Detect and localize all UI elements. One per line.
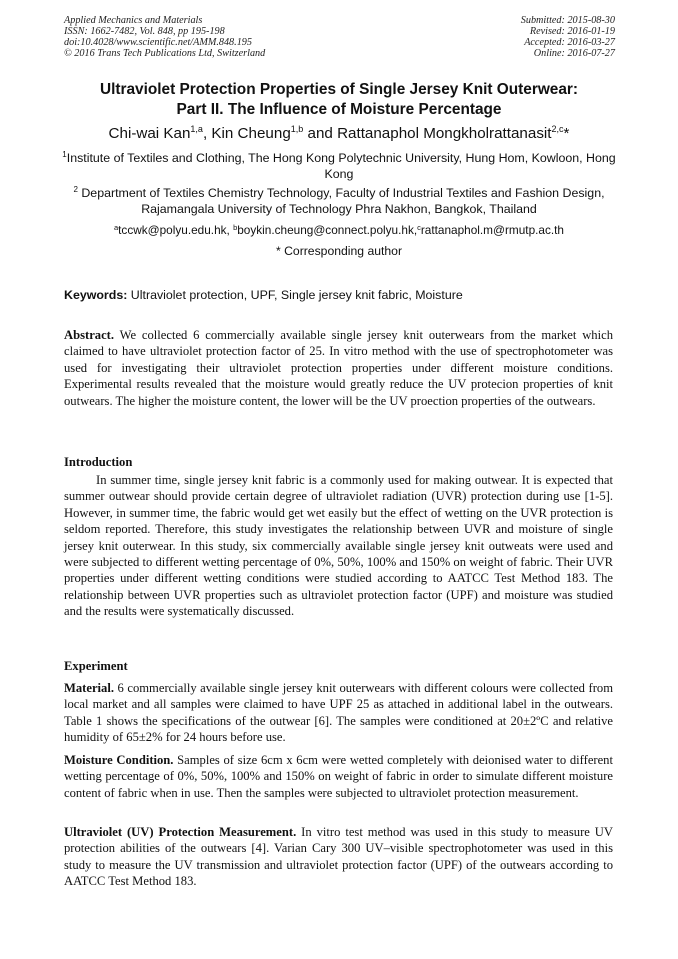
author-name: Rattanaphol Mongkholrattanasit [337, 125, 552, 142]
journal-info [64, 15, 265, 59]
affiliation-number: 1 [62, 150, 67, 159]
email-link[interactable]: tccwk@polyu.edu.hk, [118, 223, 234, 237]
email-mark: a [113, 223, 119, 232]
material-label: Material. [64, 681, 114, 695]
section-heading-experiment: Experiment [64, 659, 128, 673]
moisture-paragraph [64, 752, 613, 801]
section-heading-introduction: Introduction [64, 455, 133, 469]
uv-measurement-label: Ultraviolet (UV) Protection Measurement. [64, 825, 297, 839]
material-text: 6 commercially available single jersey knit outerwears with different colours were collected from local market and all samples were claimed to have UPF 25 as attached in additional label in the outwears. Table 1 shows the specifications of the outwear [6]. The samples were conditioned at 20±2ºC and relative humidity of 65±2% for 24 hours before use. [64, 681, 613, 745]
keywords-label: Keywords: [64, 288, 128, 302]
corresponding-author-note: * Corresponding author [275, 244, 403, 258]
keywords [64, 287, 463, 303]
affiliation-text: Institute of Textiles and Clothing, The Hong Kong Polytechnic University, Hung Hom, Kowloon, Hong Kong [66, 151, 616, 181]
accepted-date: Accepted: 2016-03-27 [524, 37, 615, 48]
author-affiliation-mark: 2,c [551, 124, 564, 134]
author-name: Chi-wai Kan [108, 125, 191, 142]
corresponding-mark: * [563, 125, 570, 142]
abstract-label: Abstract. [64, 328, 115, 342]
submitted-date: Submitted: 2015-08-30 [520, 15, 615, 26]
online-date: Online: 2016-07-27 [533, 48, 615, 59]
revised-date: Revised: 2016-01-19 [529, 26, 615, 37]
paper-title [40, 80, 638, 120]
email-mark: c [417, 223, 421, 232]
introduction-paragraph: In summer time, single jersey knit fabric is a commonly used for making outwear. It is expected that summer outwear should provide certain degree of ultraviolet radiation (UVR) protection during use [1-5]. However, in summer time, the fabric would get wet easily but the effect of wetting on the UVR protection is seldom reported. Therefore, this study investigates the relationship between UVR and moisture of single jersey knit outerwear. In this study, six commercially available single jersey knit outweats were used and were subjected to different wetting percentage of 0%, 50%, 100% and 150% on weight of fabric. Their UVR properties under different wetting conditions were studied according to AATCC Test Method 183. The relationship between UVR properties such as ultraviolet protection factor (UPF) and moisture was studied and the results were systematically discussed. [64, 473, 613, 619]
uv-measurement-text: In vitro test method was used in this study to measure UV protection abilities of the outwears [4]. Varian Cary 300 UV–visible spectrophotometer was used in this study to measure the UV transmission and ultraviolet protection factor (UPF) of the outwears according to AATCC Test Method 183. [64, 825, 613, 889]
author-emails [40, 222, 638, 238]
email-link[interactable]: boykin.cheung@connect.polyu.hk, [237, 223, 418, 237]
material-paragraph [64, 680, 613, 746]
title-line-1: Ultraviolet Protection Properties of Single Jersey Knit Outerwear: [99, 81, 579, 98]
title-line-2: Part II. The Influence of Moisture Percentage [176, 101, 502, 118]
affiliation-number: 2 [73, 185, 78, 194]
abstract-text: We collected 6 commercially available single jersey knit outerwears from the market which claimed to have ultraviolet protection factor of 25. In vitro method with the use of spectrophotometer was used for investigating their ultraviolet protection properties under different moisture conditions. Experimental results revealed that the moisture would greatly reduce the UV protecion properties of knit outwears. The higher the moisture content, the lower will be the UV proection properties of the outwears. [64, 328, 613, 408]
email-mark: b [233, 223, 238, 232]
email-link[interactable]: rattanaphol.m@rmutp.ac.th [420, 223, 564, 237]
affiliation-text-cont: Rajamangala University of Technology Phra Nakhon, Bangkok, Thailand [141, 202, 537, 216]
issn-line: ISSN: 1662-7482, Vol. 848, pp 195-198 [64, 26, 225, 37]
author-name: Kin Cheung [211, 125, 291, 142]
uv-measurement-paragraph [64, 824, 613, 890]
author-affiliation-mark: 1,a [190, 124, 203, 134]
affiliation-text: Department of Textiles Chemistry Technology, Faculty of Industrial Textiles and Fashion Design, [77, 186, 605, 200]
journal-name: Applied Mechanics and Materials [64, 15, 203, 26]
publication-dates [521, 15, 615, 59]
affiliation-2 [60, 185, 618, 217]
abstract [64, 327, 613, 409]
doi-line: doi:10.4028/www.scientific.net/AMM.848.195 [64, 37, 252, 48]
moisture-label: Moisture Condition. [64, 753, 174, 767]
author-separator: , [202, 125, 212, 142]
affiliation-1 [60, 150, 618, 182]
copyright-line: © 2016 Trans Tech Publications Ltd, Switzerland [64, 48, 266, 59]
author-affiliation-mark: 1,b [290, 124, 304, 134]
author-separator: and [303, 125, 338, 142]
moisture-text: Samples of size 6cm x 6cm were wetted completely with deionised water to different wetting percentage of 0%, 50%, 100% and 150% on weight of fabric in order to simulate different moisture content of fabric when in use. Then the samples were subjected to ultraviolet protection measurement. [64, 753, 613, 800]
author-list [40, 124, 638, 143]
keywords-text: Ultraviolet protection, UPF, Single jersey knit fabric, Moisture [127, 288, 463, 302]
